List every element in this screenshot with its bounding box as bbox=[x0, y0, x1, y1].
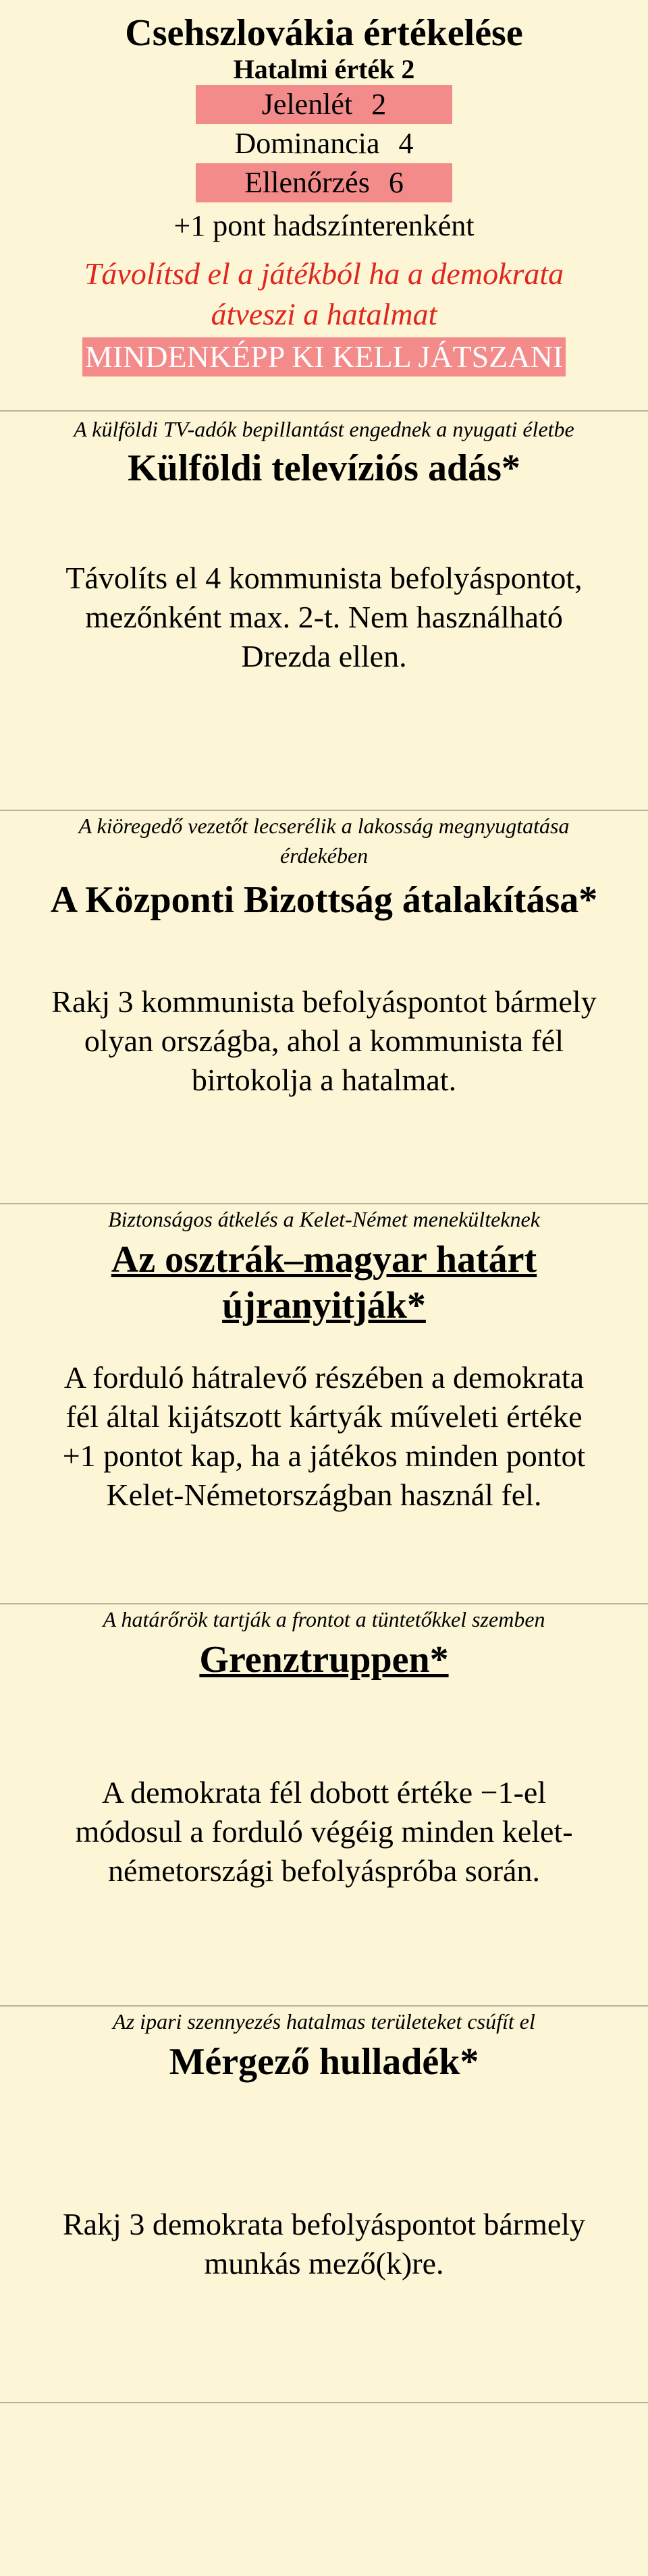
card-body-line: Rakj 3 kommunista befolyáspontot bármely bbox=[51, 984, 597, 1019]
score-label: Dominancia bbox=[234, 127, 380, 160]
score-row-presence bbox=[0, 85, 648, 124]
card-body-line: fél által kijátszott kártyák műveleti értéke bbox=[65, 1399, 583, 1434]
card-title bbox=[0, 1637, 648, 1683]
card-title: Külföldi televíziós adás* bbox=[128, 447, 520, 489]
card-border-reopened bbox=[0, 1204, 648, 1515]
card-body-line: Kelet-Németországban használ fel. bbox=[106, 1478, 542, 1512]
card-grenztruppen bbox=[0, 1604, 648, 1891]
score-row-control bbox=[0, 163, 648, 202]
card-body-line: +1 pontot kap, ha a játékos minden pontot bbox=[62, 1438, 586, 1473]
card-body-line: munkás mező(k)re. bbox=[204, 2246, 444, 2280]
card-flavor: Az ipari szennyezés hatalmas területeket csúfít el bbox=[113, 2009, 535, 2034]
divider bbox=[0, 2402, 648, 2403]
card-central-committee bbox=[0, 811, 648, 1100]
score-row-control-box bbox=[196, 163, 452, 202]
card-flavor: A kiöregedő vezetőt lecserélik a lakosság megnyugtatása bbox=[78, 814, 570, 838]
warning-line-1: Távolítsd el a játékból ha a demokrata bbox=[84, 256, 564, 291]
card-flavor: A határőrök tartják a frontot a tüntetőkkel szemben bbox=[103, 1607, 545, 1631]
card-title-line: újranyitják* bbox=[222, 1285, 426, 1326]
card-body-line: mezőnként max. 2-t. Nem használható bbox=[85, 600, 563, 634]
score-label: Jelenlét bbox=[261, 88, 353, 121]
score-row-domination bbox=[0, 124, 648, 163]
card-body-line: Drezda ellen. bbox=[241, 639, 407, 673]
power-value: Hatalmi érték 2 bbox=[233, 54, 415, 84]
card-toxic-waste bbox=[0, 2007, 648, 2283]
warning-line-2: átveszi a hatalmat bbox=[211, 297, 437, 331]
card-body-line: birtokolja a hatalmat. bbox=[191, 1063, 457, 1097]
bonus-line: +1 pont hadszínterenként bbox=[173, 209, 475, 242]
card-body-line: A demokrata fél dobott értéke −1-el bbox=[101, 1775, 547, 1810]
score-value: 2 bbox=[371, 88, 387, 121]
card-foreign-tv bbox=[0, 414, 648, 676]
card-flavor: érdekében bbox=[279, 843, 369, 868]
must-play-banner: MINDENKÉPP KI KELL JÁTSZANI bbox=[82, 337, 566, 376]
card-title-line: Grenztruppen* bbox=[199, 1639, 449, 1681]
card-body-line: Rakj 3 demokrata befolyáspontot bármely bbox=[62, 2207, 586, 2241]
score-label: Ellenőrzés bbox=[244, 166, 370, 199]
card-body-line: módosul a forduló végéig minden kelet- bbox=[75, 1814, 573, 1849]
score-row-presence-box bbox=[196, 85, 452, 124]
card-body-line: Távolíts el 4 kommunista befolyáspontot, bbox=[65, 561, 583, 595]
card-title: A Központi Bizottság átalakítása* bbox=[50, 879, 598, 921]
score-value: 6 bbox=[388, 166, 404, 199]
card-title bbox=[0, 1283, 648, 1328]
header-title: Csehszlovákia értékelése bbox=[125, 12, 523, 54]
card-flavor: Biztonságos átkelés a Kelet-Német menekülteknek bbox=[108, 1207, 540, 1231]
header-card bbox=[0, 12, 648, 376]
divider bbox=[0, 410, 648, 412]
card-flavor: A külföldi TV-adók bepillantást engednek a nyugati életbe bbox=[74, 417, 574, 441]
card-title-line: Az osztrák–magyar határt bbox=[111, 1239, 537, 1281]
card-title bbox=[0, 1237, 648, 1283]
score-row-domination-box bbox=[196, 124, 452, 163]
card-body-line: németországi befolyáspróba során. bbox=[108, 1853, 540, 1888]
score-value: 4 bbox=[398, 127, 414, 160]
card-body-line: A forduló hátralevő részében a demokrata bbox=[63, 1360, 585, 1395]
card-body-line: olyan országba, ahol a kommunista fél bbox=[84, 1024, 564, 1058]
card-title: Mérgező hulladék* bbox=[169, 2041, 479, 2083]
